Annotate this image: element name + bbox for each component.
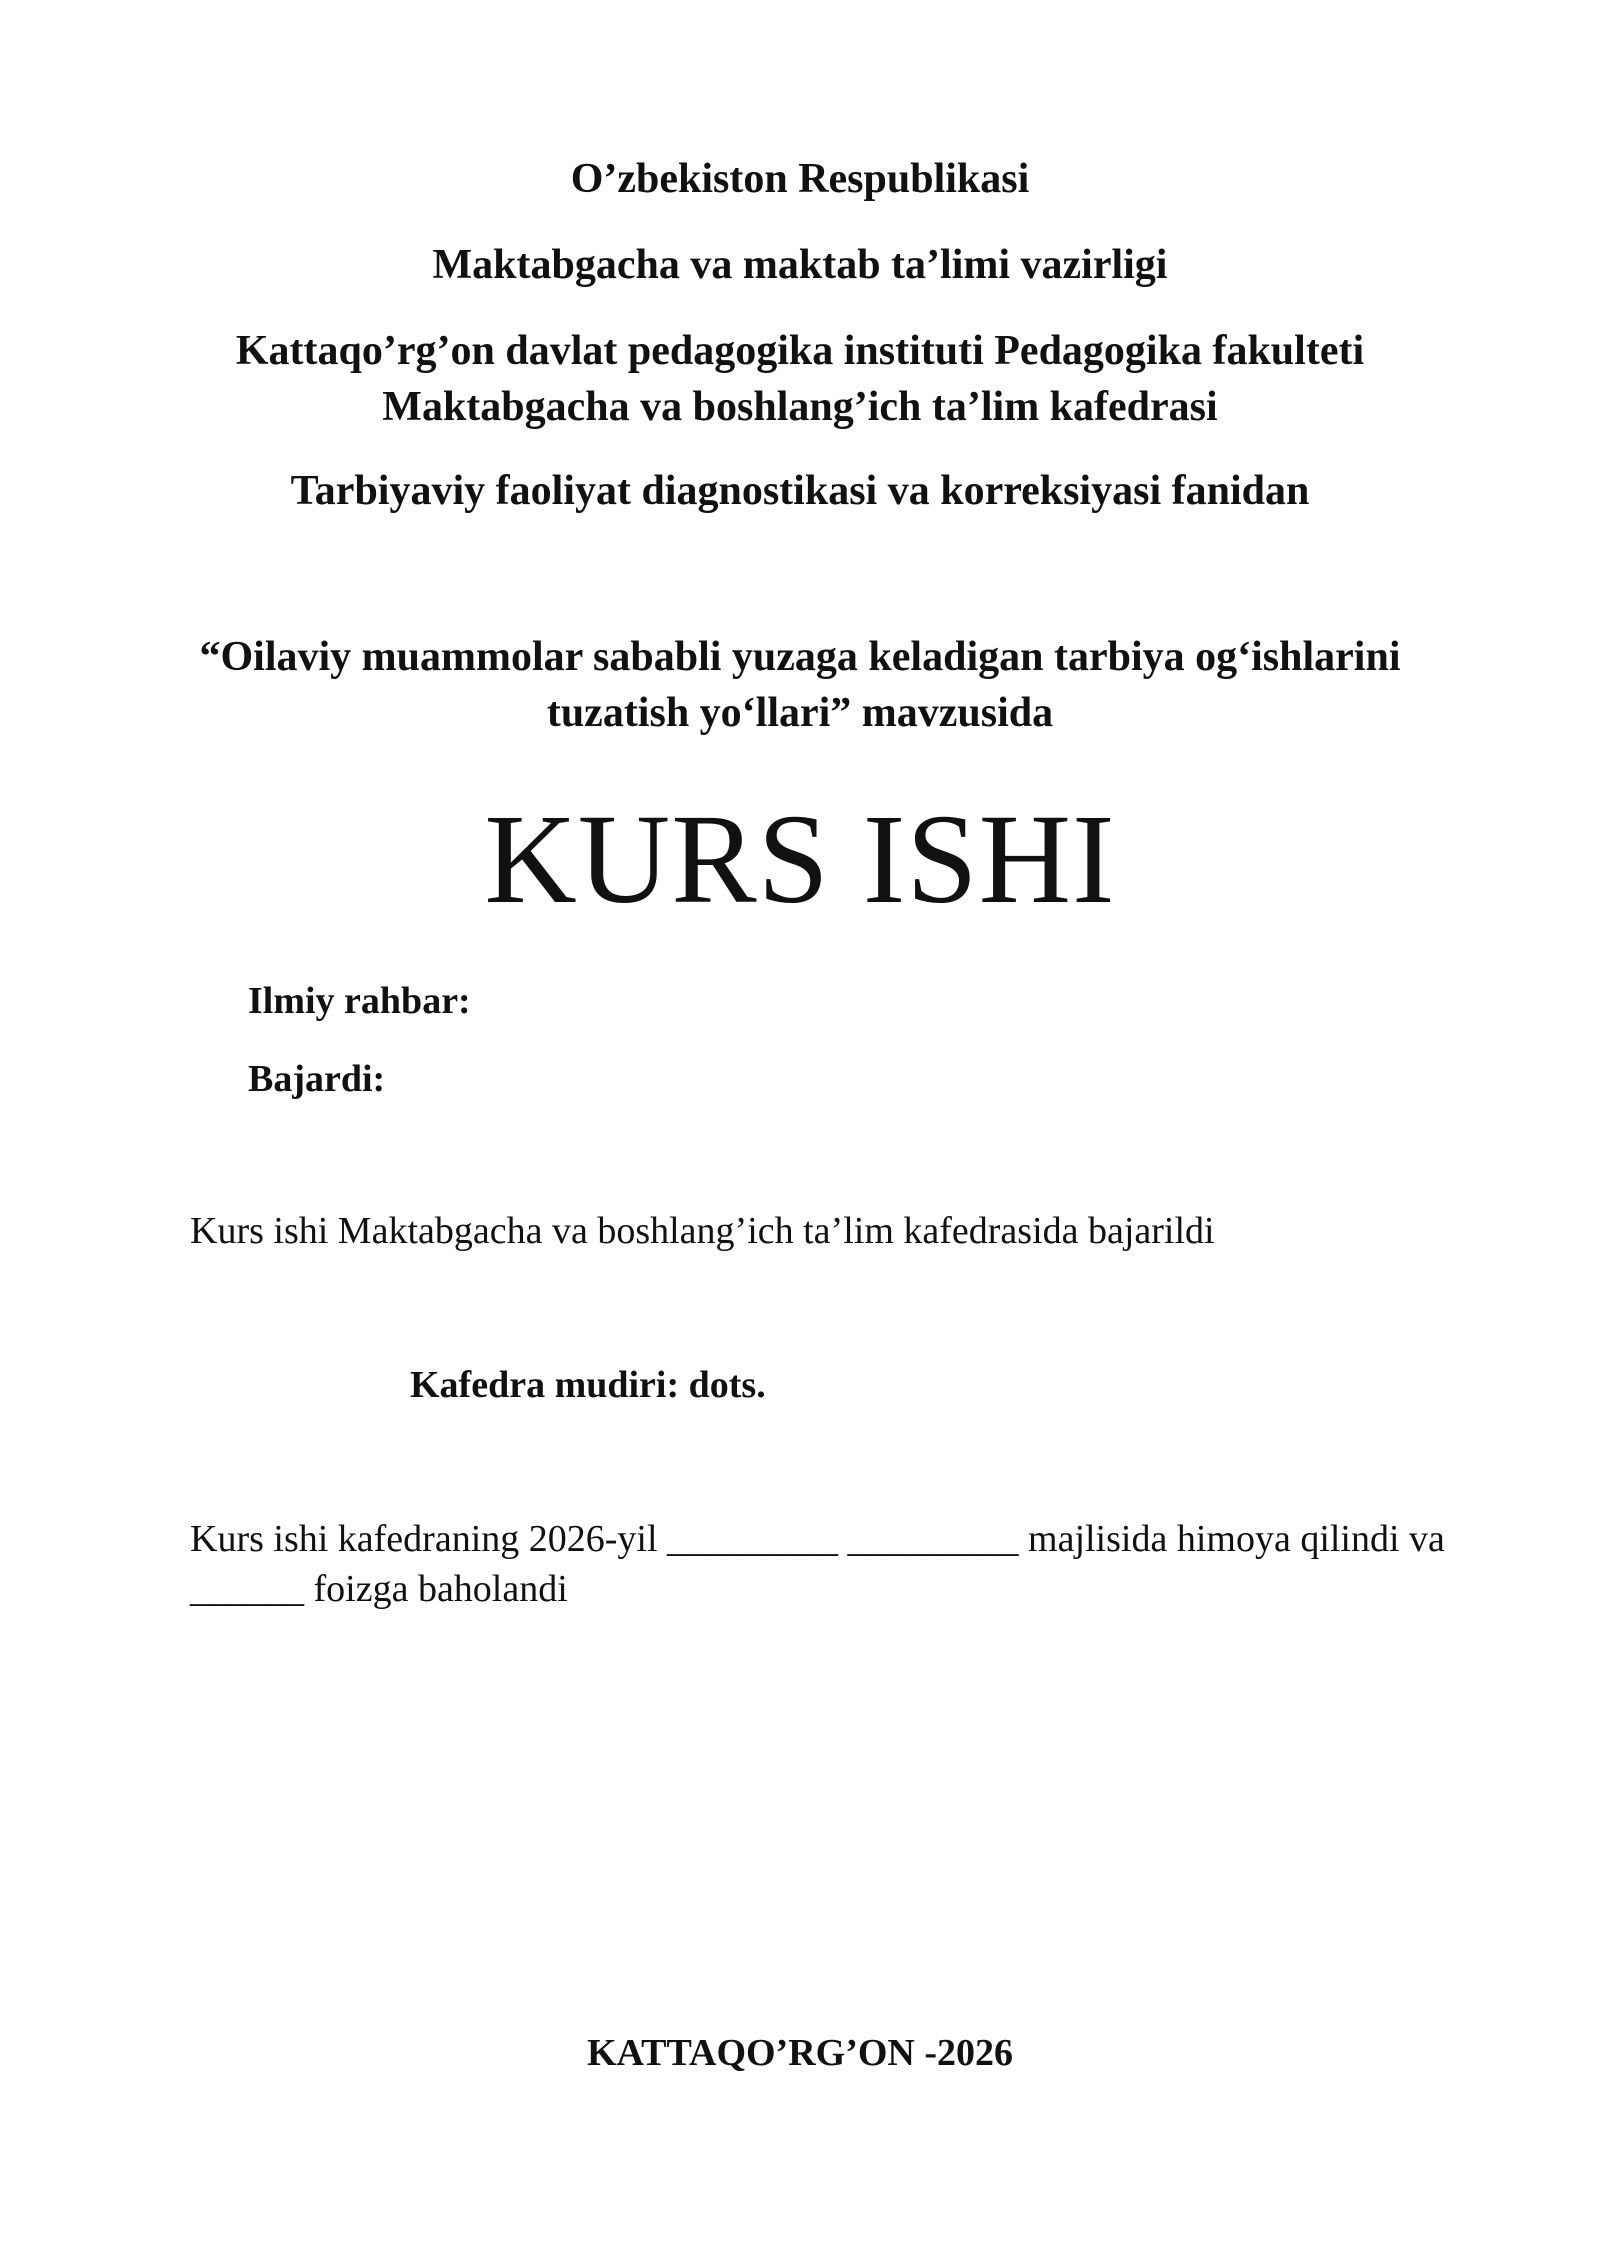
defense-line-2: ______ foizga baholandi [190,1568,568,1610]
institute-heading: Kattaqo’rg’on davlat pedagogika instituti Pedagogika fakulteti [235,328,1365,374]
ministry-heading: Maktabgacha va maktab ta’limi vazirligi [432,242,1168,288]
topic-line-2: tuzatish yo‘llari” mavzusida [546,690,1054,736]
topic-line-1: “Oilaviy muammolar sababli yuzaga keladigan tarbiya og‘ishlarini [199,634,1401,680]
performer-label: Bajardi: [248,1058,386,1100]
republic-heading: O’zbekiston Respublikasi [570,156,1030,202]
defense-line-1: Kurs ishi kafedraning 2026-yil _________ _________ majlisida himoya qilindi va [190,1518,1445,1560]
footer-place-year: KATTAQO’RG’ON -2026 [586,2032,1014,2074]
document-title: KURS ISHI [484,788,1116,930]
subject-heading: Tarbiyaviy faoliyat diagnostikasi va korreksiyasi fanidan [290,468,1310,514]
department-heading: Maktabgacha va boshlang’ich ta’lim kafedrasi [382,384,1218,430]
department-head-label: Kafedra mudiri: dots. [410,1364,766,1406]
supervisor-label: Ilmiy rahbar: [248,980,471,1022]
completion-note: Kurs ishi Maktabgacha va boshlang’ich ta’lim kafedrasida bajarildi [190,1210,1215,1252]
